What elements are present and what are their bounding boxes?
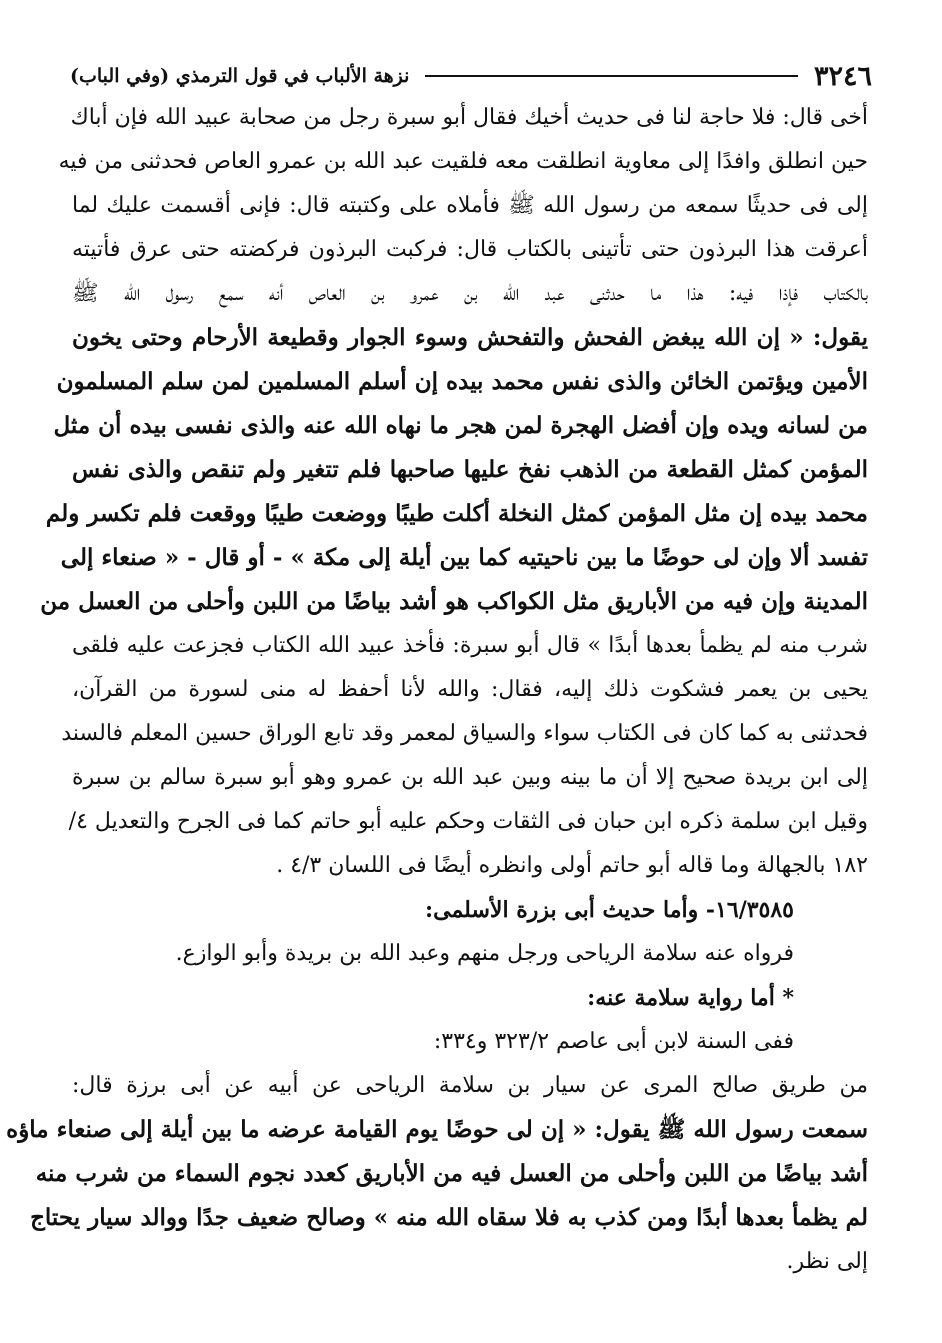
hadith-text-line: محمد بيده إن مثل المؤمن كمثل النخلة أكلت طيبًا ووضعت طيبًا ووقعت فلم تكسر ولم	[45, 500, 868, 527]
text-line: ففى السنة لابن أبى عاصم ٣٢٣/٢ و٣٣٤:	[433, 1029, 794, 1054]
page-number: ٣٢٤٦	[813, 60, 872, 92]
section-heading: ١٦/٣٥٨٥- وأما حديث أبى بزرة الأسلمى:	[425, 897, 794, 923]
hadith-text-line: أشد بياضًا من اللبن وأحلى من العسل فيه من الأباريق كعدد نجوم السماء من شرب منه	[35, 1160, 868, 1187]
text-line: إلى فى حديثًا سمعه من رسول الله ﷺ فأملاه على وكتبته قال: فإنى أقسمت عليك لما	[72, 193, 868, 218]
hadith-text-line: تفسد ألا وإن لى حوضًا ما بين ناحيتيه كما بين أيلة إلى مكة » - أو قال - « صنعاء إلى	[60, 544, 868, 571]
hadith-text-line: لم يظمأ بعدها أبدًا ومن كذب به فلا سقاه الله منه » وصالح ضعيف جدًا ووالد سيار يحتاج	[30, 1204, 868, 1231]
text-line: بالكتاب فإذا فيه: هذا ما حدثنى عبد الله بن عمرو بن العاص أنه سمع رسول الله ﷺ	[72, 281, 868, 306]
text-line: فرواه عنه سلامة الرياحى ورجل منهم وعبد الله بن بريدة وأبو الوازع.	[175, 941, 794, 966]
header-rule	[425, 75, 798, 77]
hadith-text-line: المؤمن كمثل القطعة من الذهب نفخ عليها صاحبها فلم تتغير ولم تنقص والذى نفس	[72, 456, 868, 483]
text-line: شرب منه لم يظمأ بعدها أبدًا » قال أبو سبرة: فأخذ عبيد الله الكتاب فجزعت عليه فلقى	[72, 633, 868, 658]
running-title: نزهة الألباب في قول الترمذي (وفي الباب)	[70, 65, 410, 87]
text-line: إلى نظر.	[786, 1249, 868, 1274]
hadith-text-line: المدينة وإن فيه من الأباريق مثل الكواكب هو أشد بياضًا من اللبن وأحلى من العسل من	[40, 588, 868, 615]
page-header	[70, 56, 872, 96]
hadith-text-line: يقول: « إن الله يبغض الفحش والتفحش وسوء الجوار وقطيعة الأرحام وحتى يخون	[72, 324, 868, 351]
text-line: حين انطلق وافدًا إلى معاوية انطلقت معه فلقيت عبد الله بن عمرو العاص فحدثنى من فيه	[58, 149, 868, 174]
text-line: ١٨٢ بالجهالة وما قاله أبو حاتم أولى وانظره أيضًا فى اللسان ٤/٣ .	[276, 853, 868, 878]
text-line: إلى ابن بريدة صحيح إلا أن ما بينه وبين عبد الله بن عمرو وهو أبو سبرة سالم بن سبرة	[72, 765, 868, 790]
text-line: أخى قال: فلا حاجة لنا فى حديث أخيك فقال أبو سبرة رجل من صحابة عبيد الله فإن أباك	[70, 105, 868, 130]
text-line: من طريق صالح المرى عن سيار بن سلامة الرياحى عن أبيه عن أبى برزة قال:	[72, 1073, 868, 1098]
text-line: وقيل ابن سلمة ذكره ابن حبان فى الثقات وحكم عليه أبو حاتم كما فى الجرح والتعديل ٤/	[68, 809, 868, 834]
text-line: يحيى بن يعمر فشكوت ذلك إليه، فقال: والله لأنا أحفظ له منى لسورة من القرآن،	[72, 677, 868, 702]
page-body	[6, 96, 868, 1284]
text-line: أعرقت هذا البرذون حتى تأتينى بالكتاب قال: فركبت البرذون فركضته حتى عرق فأتيته	[72, 237, 868, 262]
subsection-heading: * أما رواية سلامة عنه:	[587, 985, 794, 1011]
hadith-text-line: من لسانه ويده وإن أفضل الهجرة لمن هجر ما نهاه الله عنه والذى نفسى بيده أن مثل	[53, 412, 868, 439]
hadith-text-line: سمعت رسول الله ﷺ يقول: « إن لى حوضًا يوم القيامة عرضه ما بين أيلة إلى صنعاء ماؤه	[6, 1116, 868, 1143]
text-line: فحدثنى به كما كان فى الكتاب سواء والسياق لمعمر وقد تابع الوراق حسين المعلم فالسند	[61, 721, 868, 746]
hadith-text-line: الأمين ويؤتمن الخائن والذى نفس محمد بيده إن أسلم المسلمين لمن سلم المسلمون	[56, 368, 868, 395]
